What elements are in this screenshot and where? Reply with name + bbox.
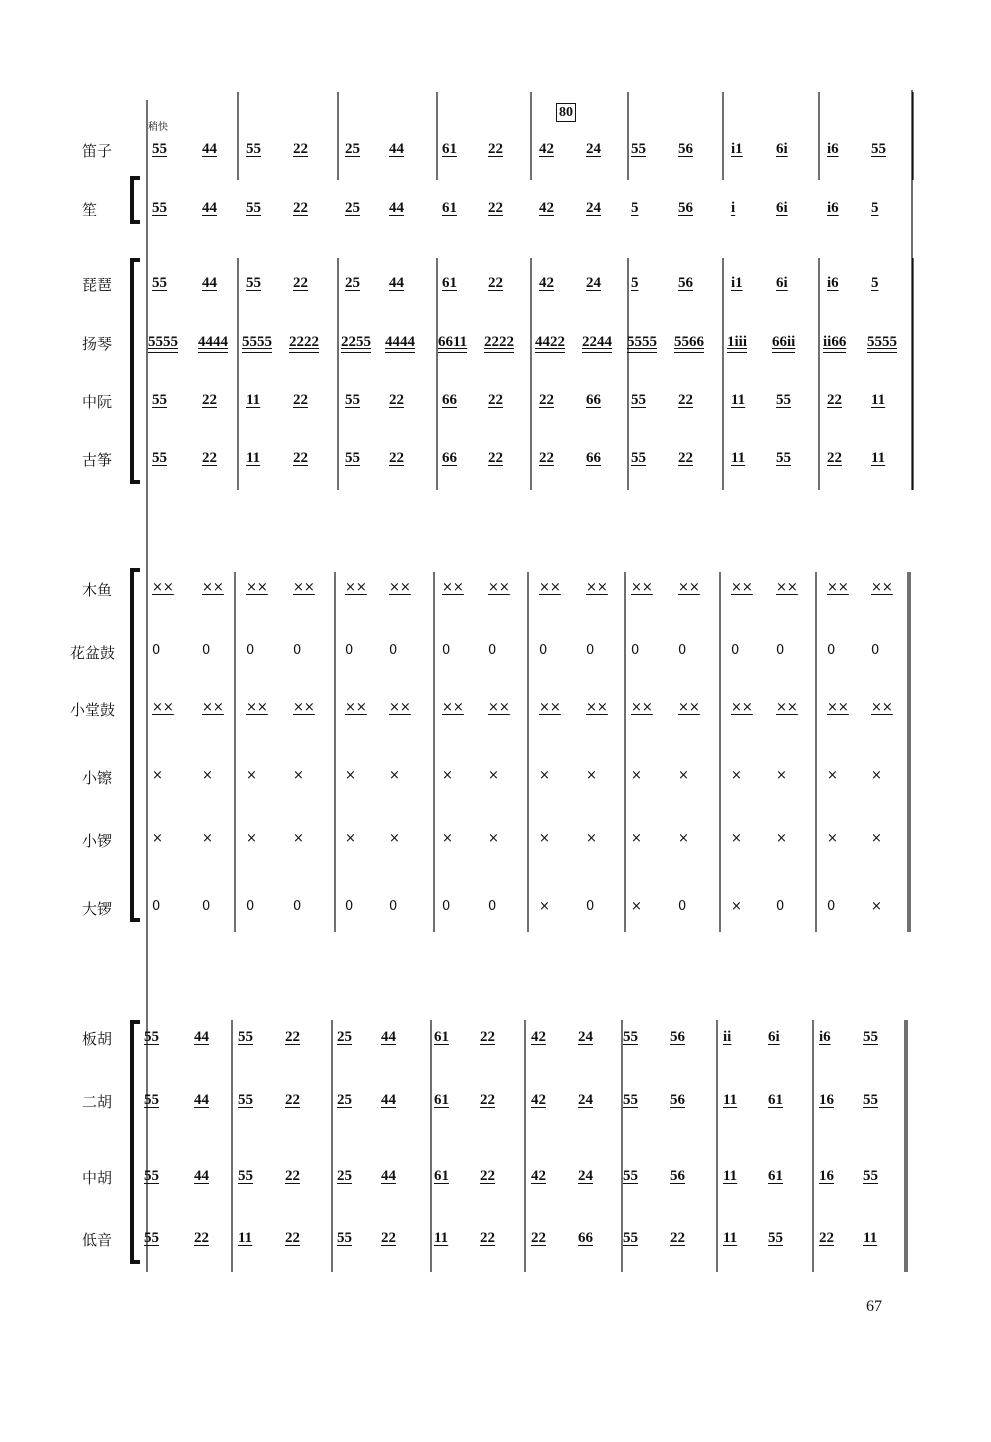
jianpu-note: 55 — [871, 141, 886, 157]
percussion-hit: 0 — [776, 899, 785, 914]
percussion-hit: 0 — [586, 643, 595, 658]
jianpu-note: 2244 — [582, 334, 612, 353]
percussion-hit: ×× — [776, 700, 798, 715]
jianpu-note: ii — [723, 1029, 732, 1045]
jianpu-note: 44 — [194, 1029, 209, 1045]
percussion-hit: × — [678, 768, 689, 783]
jianpu-note: 11 — [871, 450, 886, 466]
jianpu-note: 55 — [246, 200, 261, 216]
percussion-hit: ×× — [488, 700, 510, 715]
jianpu-note: 55 — [863, 1092, 878, 1108]
jianpu-note: 16 — [819, 1168, 834, 1184]
jianpu-note: 55 — [337, 1230, 352, 1246]
jianpu-note: 56 — [670, 1029, 685, 1045]
jianpu-note: 6i — [776, 200, 788, 216]
jianpu-note: 22 — [488, 141, 503, 157]
jianpu-note: 44 — [202, 275, 217, 291]
percussion-hit: × — [631, 831, 642, 846]
jianpu-note: 5566 — [674, 334, 704, 353]
jianpu-note: 22 — [539, 392, 554, 408]
jianpu-note: 5555 — [148, 334, 178, 353]
jianpu-note: i6 — [827, 275, 839, 291]
jianpu-note: 55 — [238, 1092, 253, 1108]
percussion-hit: 0 — [631, 643, 640, 658]
jianpu-note: 55 — [144, 1092, 159, 1108]
jianpu-note: 16 — [819, 1092, 834, 1108]
jianpu-note: 24 — [586, 275, 601, 291]
percussion-hit: × — [539, 899, 550, 914]
jianpu-note: 2222 — [289, 334, 319, 353]
jianpu-note: 61 — [434, 1029, 449, 1045]
jianpu-note: 42 — [531, 1092, 546, 1108]
percussion-hit: ×× — [246, 580, 268, 595]
jianpu-note: 55 — [152, 141, 167, 157]
jianpu-note: 11 — [246, 392, 261, 408]
jianpu-note: 22 — [819, 1230, 834, 1246]
percussion-hit: × — [871, 768, 882, 783]
instrument-label: 小堂鼓 — [70, 701, 116, 719]
percussion-hit: ×× — [293, 700, 315, 715]
percussion-hit: ×× — [678, 700, 700, 715]
percussion-hit: × — [631, 768, 642, 783]
jianpu-note: 55 — [863, 1029, 878, 1045]
jianpu-note: 2255 — [341, 334, 371, 353]
jianpu-note: 66 — [586, 450, 601, 466]
percussion-hit: 0 — [202, 899, 211, 914]
percussion-hit: ×× — [827, 580, 849, 595]
percussion-hit: × — [586, 831, 597, 846]
percussion-hit: ×× — [246, 700, 268, 715]
jianpu-note: 6i — [776, 275, 788, 291]
jianpu-note: 55 — [144, 1029, 159, 1045]
jianpu-note: 6611 — [438, 334, 467, 353]
jianpu-note: 55 — [152, 450, 167, 466]
jianpu-note: 1iii — [727, 334, 747, 353]
percussion-hit: ×× — [442, 700, 464, 715]
percussion-hit: × — [871, 831, 882, 846]
percussion-hit: × — [246, 768, 257, 783]
instrument-label: 花盆鼓 — [70, 644, 116, 662]
jianpu-note: 42 — [531, 1029, 546, 1045]
jianpu-note: 44 — [381, 1168, 396, 1184]
percussion-hit: ×× — [202, 700, 224, 715]
jianpu-note: 6i — [768, 1029, 780, 1045]
percussion-hit: 0 — [776, 643, 785, 658]
instrument-label: 中阮 — [82, 393, 113, 411]
jianpu-note: 22 — [480, 1230, 495, 1246]
percussion-hit: ×× — [202, 580, 224, 595]
instrument-label: 小锣 — [82, 832, 113, 850]
percussion-hit: 0 — [152, 899, 161, 914]
jianpu-note: 22 — [480, 1092, 495, 1108]
percussion-hit: ×× — [631, 700, 653, 715]
percussion-hit: ×× — [631, 580, 653, 595]
percussion-hit: 0 — [827, 643, 836, 658]
jianpu-note: 22 — [194, 1230, 209, 1246]
jianpu-note: 22 — [285, 1029, 300, 1045]
jianpu-note: 55 — [246, 141, 261, 157]
jianpu-note: 4422 — [535, 334, 565, 353]
percussion-hit: 0 — [389, 899, 398, 914]
jianpu-note: 25 — [337, 1168, 352, 1184]
jianpu-note: 11 — [731, 450, 746, 466]
jianpu-note: i6 — [819, 1029, 831, 1045]
percussion-hit: × — [539, 831, 550, 846]
jianpu-note: 55 — [623, 1029, 638, 1045]
jianpu-note: 5 — [631, 275, 639, 291]
percussion-hit: × — [202, 768, 213, 783]
jianpu-note: 22 — [480, 1029, 495, 1045]
jianpu-note: 22 — [389, 392, 404, 408]
jianpu-note: 22 — [293, 392, 308, 408]
percussion-hit: 0 — [488, 643, 497, 658]
jianpu-note: 44 — [381, 1092, 396, 1108]
jianpu-note: 55 — [623, 1092, 638, 1108]
percussion-hit: ×× — [539, 700, 561, 715]
jianpu-note: 24 — [586, 200, 601, 216]
percussion-hit: × — [731, 831, 742, 846]
percussion-hit: × — [586, 768, 597, 783]
jianpu-note: ii66 — [823, 334, 846, 353]
jianpu-note: 22 — [202, 392, 217, 408]
jianpu-note: 22 — [531, 1230, 546, 1246]
jianpu-note: 11 — [871, 392, 886, 408]
percussion-hit: ×× — [152, 580, 174, 595]
jianpu-note: 24 — [578, 1029, 593, 1045]
instrument-label: 琵琶 — [82, 276, 113, 294]
jianpu-note: 55 — [776, 450, 791, 466]
percussion-hit: ×× — [345, 700, 367, 715]
jianpu-note: 55 — [238, 1029, 253, 1045]
percussion-hit: × — [678, 831, 689, 846]
jianpu-note: 22 — [381, 1230, 396, 1246]
jianpu-note: 11 — [246, 450, 261, 466]
jianpu-note: 44 — [194, 1092, 209, 1108]
percussion-hit: ×× — [152, 700, 174, 715]
jianpu-note: 2222 — [484, 334, 514, 353]
jianpu-note: 11 — [723, 1230, 738, 1246]
percussion-hit: × — [389, 768, 400, 783]
percussion-hit: × — [827, 768, 838, 783]
jianpu-note: 55 — [345, 450, 360, 466]
jianpu-note: 11 — [863, 1230, 878, 1246]
jianpu-note: 55 — [152, 392, 167, 408]
instrument-label: 大锣 — [82, 900, 113, 918]
jianpu-note: 42 — [539, 200, 554, 216]
jianpu-note: 55 — [238, 1168, 253, 1184]
jianpu-note: 55 — [631, 141, 646, 157]
jianpu-note: 22 — [678, 450, 693, 466]
jianpu-note: 55 — [768, 1230, 783, 1246]
jianpu-note: 11 — [731, 392, 746, 408]
jianpu-note: 44 — [389, 275, 404, 291]
jianpu-note: 11 — [723, 1168, 738, 1184]
percussion-hit: ×× — [871, 700, 893, 715]
jianpu-note: 61 — [442, 141, 457, 157]
percussion-hit: ×× — [678, 580, 700, 595]
percussion-hit: 0 — [539, 643, 548, 658]
jianpu-note: 22 — [539, 450, 554, 466]
jianpu-note: 22 — [827, 450, 842, 466]
group-bracket — [132, 260, 140, 482]
jianpu-note: 42 — [539, 275, 554, 291]
percussion-hit: ×× — [488, 580, 510, 595]
rehearsal-mark: 80 — [556, 103, 576, 122]
percussion-hit: ×× — [586, 700, 608, 715]
percussion-hit: 0 — [731, 643, 740, 658]
jianpu-note: 5 — [871, 200, 879, 216]
jianpu-note: 22 — [293, 200, 308, 216]
jianpu-note: 55 — [144, 1230, 159, 1246]
percussion-hit: ×× — [776, 580, 798, 595]
percussion-hit: ×× — [539, 580, 561, 595]
jianpu-note: 61 — [768, 1092, 783, 1108]
jianpu-note: 61 — [434, 1092, 449, 1108]
instrument-label: 板胡 — [82, 1030, 113, 1048]
jianpu-note: 61 — [442, 200, 457, 216]
percussion-hit: × — [871, 899, 882, 914]
percussion-hit: 0 — [389, 643, 398, 658]
jianpu-note: 55 — [246, 275, 261, 291]
jianpu-note: 22 — [202, 450, 217, 466]
group-bracket — [132, 1022, 140, 1262]
percussion-hit: × — [442, 831, 453, 846]
percussion-hit: 0 — [152, 643, 161, 658]
jianpu-note: 25 — [345, 200, 360, 216]
jianpu-note: 44 — [202, 200, 217, 216]
jianpu-note: 5 — [631, 200, 639, 216]
jianpu-note: 5 — [871, 275, 879, 291]
jianpu-note: 22 — [827, 392, 842, 408]
percussion-hit: × — [246, 831, 257, 846]
jianpu-note: 61 — [768, 1168, 783, 1184]
jianpu-note: 11 — [723, 1092, 738, 1108]
percussion-hit: ×× — [871, 580, 893, 595]
jianpu-note: 22 — [488, 392, 503, 408]
instrument-label: 笛子 — [82, 142, 113, 160]
percussion-hit: × — [776, 768, 787, 783]
percussion-hit: ×× — [586, 580, 608, 595]
percussion-hit: × — [731, 768, 742, 783]
jianpu-note: 22 — [293, 141, 308, 157]
percussion-hit: 0 — [345, 899, 354, 914]
instrument-label: 低音 — [82, 1231, 113, 1249]
percussion-hit: ×× — [389, 700, 411, 715]
jianpu-note: 61 — [442, 275, 457, 291]
jianpu-note: i1 — [731, 275, 743, 291]
percussion-hit: 0 — [293, 899, 302, 914]
jianpu-note: 22 — [678, 392, 693, 408]
jianpu-note: 56 — [678, 275, 693, 291]
percussion-hit: × — [731, 899, 742, 914]
percussion-hit: × — [539, 768, 550, 783]
jianpu-note: 24 — [578, 1092, 593, 1108]
jianpu-note: 55 — [144, 1168, 159, 1184]
percussion-hit: × — [442, 768, 453, 783]
jianpu-note: 25 — [337, 1092, 352, 1108]
jianpu-note: 55 — [776, 392, 791, 408]
jianpu-note: 66 — [442, 450, 457, 466]
jianpu-note: 22 — [293, 450, 308, 466]
jianpu-note: 56 — [670, 1168, 685, 1184]
jianpu-note: i1 — [731, 141, 743, 157]
percussion-hit: × — [202, 831, 213, 846]
jianpu-note: 24 — [578, 1168, 593, 1184]
instrument-label: 扬琴 — [82, 335, 113, 353]
percussion-hit: × — [827, 831, 838, 846]
percussion-hit: 0 — [442, 643, 451, 658]
jianpu-note: 55 — [152, 275, 167, 291]
instrument-label: 小镲 — [82, 769, 113, 787]
percussion-hit: ×× — [293, 580, 315, 595]
jianpu-note: 24 — [586, 141, 601, 157]
jianpu-note: 5555 — [242, 334, 272, 353]
jianpu-note: 4444 — [198, 334, 228, 353]
jianpu-note: 25 — [345, 141, 360, 157]
percussion-hit: × — [389, 831, 400, 846]
percussion-hit: × — [345, 768, 356, 783]
instrument-label: 木鱼 — [82, 581, 113, 599]
instrument-label: 笙 — [82, 201, 98, 219]
jianpu-note: 22 — [488, 450, 503, 466]
jianpu-note: 5555 — [627, 334, 657, 353]
jianpu-note: 55 — [623, 1168, 638, 1184]
jianpu-note: 66 — [442, 392, 457, 408]
jianpu-note: 4444 — [385, 334, 415, 353]
jianpu-note: 55 — [152, 200, 167, 216]
percussion-hit: ×× — [731, 580, 753, 595]
jianpu-note: 56 — [670, 1092, 685, 1108]
jianpu-note: 22 — [670, 1230, 685, 1246]
percussion-hit: 0 — [246, 899, 255, 914]
jianpu-note: 22 — [285, 1168, 300, 1184]
jianpu-note: 55 — [631, 392, 646, 408]
jianpu-note: 66 — [586, 392, 601, 408]
percussion-hit: 0 — [871, 643, 880, 658]
jianpu-note: 66 — [578, 1230, 593, 1246]
percussion-hit: ×× — [389, 580, 411, 595]
jianpu-note: 6i — [776, 141, 788, 157]
percussion-hit: × — [152, 831, 163, 846]
page-number: 67 — [866, 1298, 882, 1315]
jianpu-note: i6 — [827, 141, 839, 157]
percussion-hit: × — [345, 831, 356, 846]
jianpu-note: 55 — [631, 450, 646, 466]
jianpu-note: 44 — [381, 1029, 396, 1045]
jianpu-note: 42 — [539, 141, 554, 157]
jianpu-note: i — [731, 200, 736, 216]
percussion-hit: 0 — [202, 643, 211, 658]
percussion-hit: 0 — [442, 899, 451, 914]
percussion-hit: ×× — [345, 580, 367, 595]
jianpu-note: 44 — [389, 141, 404, 157]
jianpu-note: 44 — [389, 200, 404, 216]
jianpu-note: 22 — [285, 1092, 300, 1108]
jianpu-note: 44 — [202, 141, 217, 157]
percussion-hit: 0 — [345, 643, 354, 658]
percussion-hit: ×× — [731, 700, 753, 715]
jianpu-note: 22 — [488, 200, 503, 216]
percussion-hit: 0 — [678, 899, 687, 914]
percussion-hit: 0 — [293, 643, 302, 658]
instrument-label: 中胡 — [82, 1169, 113, 1187]
group-bracket — [132, 178, 140, 222]
jianpu-note: 55 — [623, 1230, 638, 1246]
jianpu-note: 42 — [531, 1168, 546, 1184]
percussion-hit: × — [488, 831, 499, 846]
jianpu-note: 11 — [238, 1230, 253, 1246]
jianpu-note: 55 — [345, 392, 360, 408]
jianpu-note: 22 — [389, 450, 404, 466]
jianpu-note: 56 — [678, 200, 693, 216]
jianpu-note: 5555 — [867, 334, 897, 353]
jianpu-note: 11 — [434, 1230, 449, 1246]
jianpu-note: 55 — [863, 1168, 878, 1184]
jianpu-note: 22 — [480, 1168, 495, 1184]
jianpu-note: 61 — [434, 1168, 449, 1184]
jianpu-note: 22 — [293, 275, 308, 291]
instrument-label: 二胡 — [82, 1093, 113, 1111]
percussion-hit: × — [152, 768, 163, 783]
percussion-hit: ×× — [827, 700, 849, 715]
percussion-hit: 0 — [586, 899, 595, 914]
percussion-hit: 0 — [678, 643, 687, 658]
jianpu-note: 22 — [488, 275, 503, 291]
percussion-hit: 0 — [488, 899, 497, 914]
instrument-label: 古筝 — [82, 451, 113, 469]
percussion-hit: 0 — [827, 899, 836, 914]
jianpu-note: 25 — [337, 1029, 352, 1045]
jianpu-note: 44 — [194, 1168, 209, 1184]
tempo-mark: 稍快 — [148, 122, 168, 133]
percussion-hit: × — [293, 831, 304, 846]
percussion-hit: ×× — [442, 580, 464, 595]
jianpu-note: 25 — [345, 275, 360, 291]
percussion-hit: × — [488, 768, 499, 783]
jianpu-note: i6 — [827, 200, 839, 216]
jianpu-note: 22 — [285, 1230, 300, 1246]
percussion-hit: × — [776, 831, 787, 846]
percussion-hit: × — [293, 768, 304, 783]
percussion-hit: 0 — [246, 643, 255, 658]
jianpu-note: 66ii — [772, 334, 795, 353]
percussion-hit: × — [631, 899, 642, 914]
jianpu-note: 56 — [678, 141, 693, 157]
group-bracket — [132, 570, 140, 920]
